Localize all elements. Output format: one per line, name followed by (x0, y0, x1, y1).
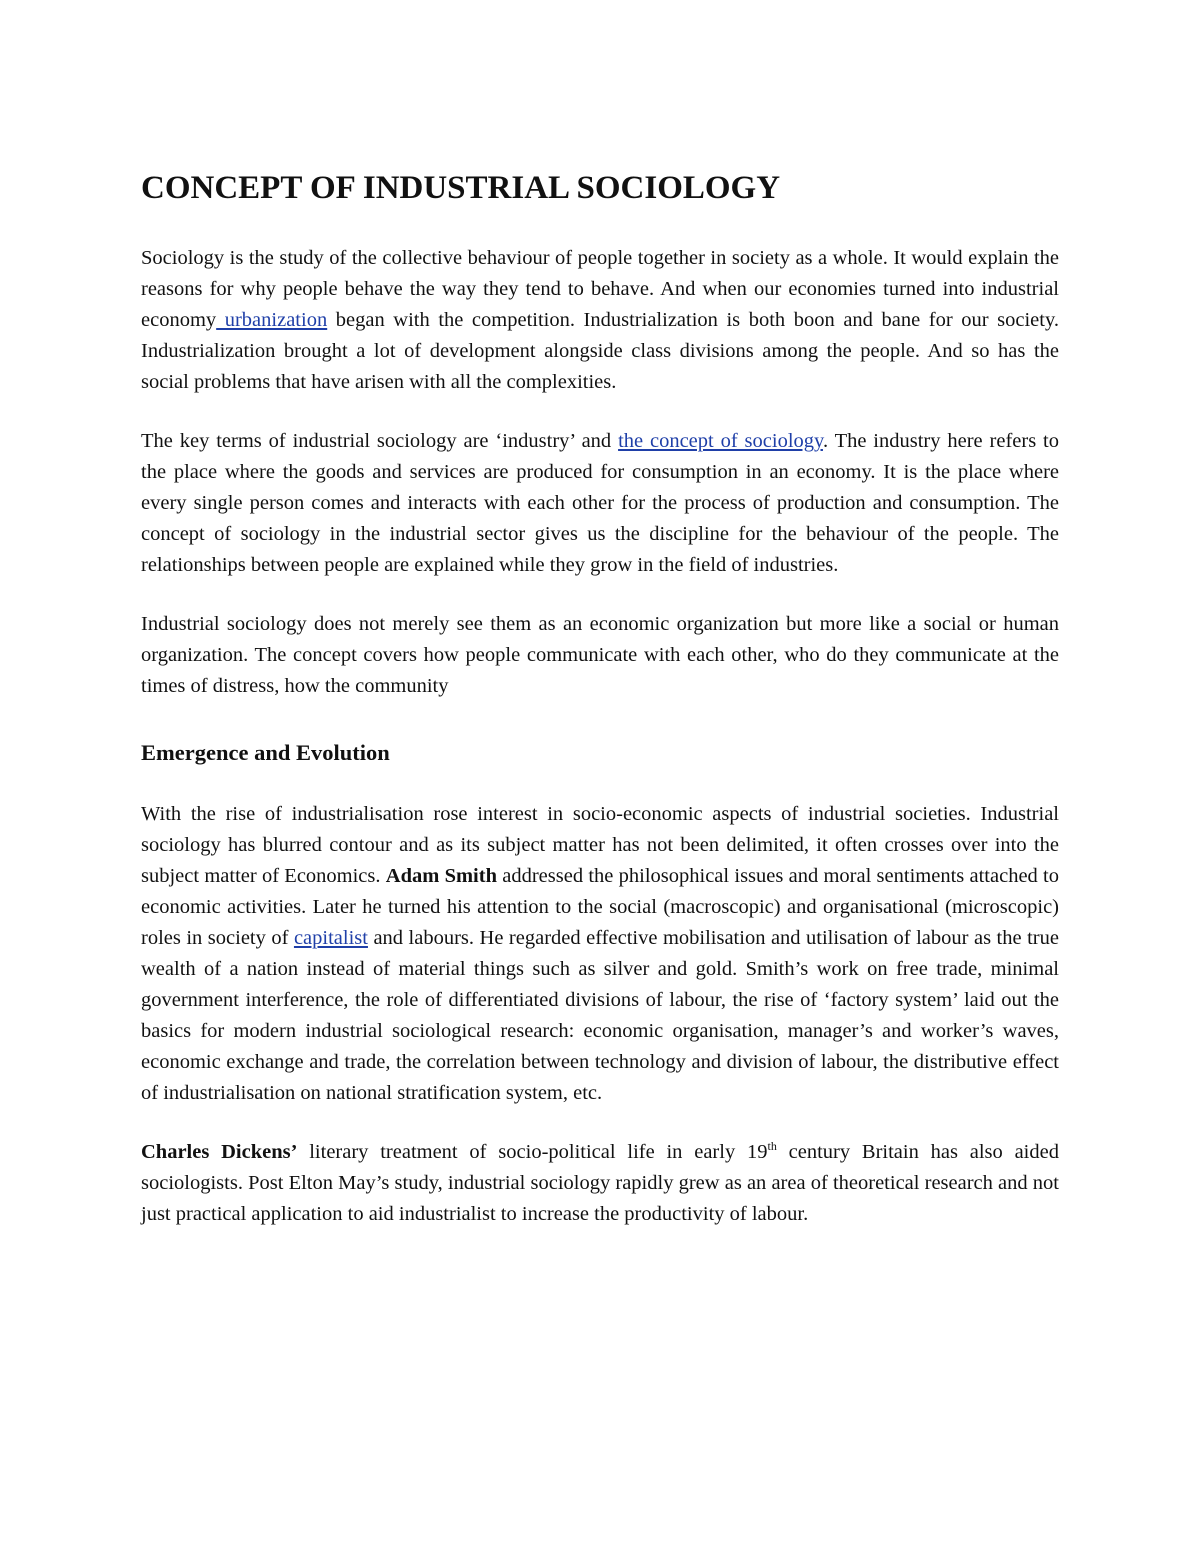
paragraph-adam-smith-text-2: addressed the philosophical issues and moral sentiments attached to economic activities. Later he turned his attention to the social (macroscopic) and organisational (microscopic) roles in society of (141, 865, 1059, 949)
paragraph-adam-smith-text-3: and labours. He regarded effective mobilisation and utilisation of labour as the true wealth of a nation instead of material things such as silver and gold. Smith’s work on free trade, minimal government interference, the role of differentiated divisions of labour, the rise of ‘factory system’ laid out the basics for modern industrial sociological research: economic organisation, manager’s and worker’s waves, economic exchange and trade, the correlation between technology and division of labour, the distributive effect of industrialisation on national stratification system, etc. (141, 927, 1059, 1104)
paragraph-key-terms-text-1: The key terms of industrial sociology are ‘industry’ and (141, 430, 619, 452)
paragraph-intro-text-2: began with the competition. Industrialization is both boon and bane for our society. Industrialization brought a lot of development alongside class divisions among the people. And so has the social problems that have arisen with all the complexities. (141, 309, 1059, 393)
paragraph-charles-dickens-text-2: century Britain has also aided sociologists. Post Elton May’s study, industrial sociology rapidly grew as an area of theoretical research and not just practical application to aid industrialist to increase the productivity of labour. (141, 1141, 1059, 1225)
paragraph-adam-smith-text-1: With the rise of industrialisation rose interest in socio-economic aspects of industrial societies. Industrial sociology has blurred contour and as its subject matter has not been delimited, it often crosses over into the subject matter of Economics. (141, 803, 1059, 887)
adam-smith-name: Adam Smith (385, 865, 497, 887)
capitalist-link[interactable]: capitalist (293, 927, 368, 949)
paragraph-human-organization: Industrial sociology does not merely see them as an economic organization but more like a social or human organization. The concept covers how people communicate with each other, who do they communicate at the times of distress, how the community (141, 613, 1059, 697)
urbanization-link[interactable]: urbanization (216, 309, 328, 331)
paragraph-key-terms-text-2: . The industry here refers to the place where the goods and services are produced for consumption in an economy. It is the place where every single person comes and interacts with each other for the process of production and consumption. The concept of sociology in the industrial sector gives us the discipline for the behaviour of the people. The relationships between people are explained while they grow in the field of industries. (141, 430, 1060, 576)
document-page (141, 168, 1059, 1258)
section-heading-emergence: Emergence and Evolution (141, 740, 390, 765)
paragraph-charles-dickens-text-1: literary treatment of socio-political life in early 19 (297, 1141, 768, 1163)
ordinal-suffix: th (767, 1139, 777, 1154)
concept-of-sociology-link[interactable]: the concept of sociology (618, 430, 823, 452)
charles-dickens-name: Charles Dickens’ (141, 1141, 298, 1163)
paragraph-key-terms (141, 426, 1059, 581)
paragraph-adam-smith (141, 799, 1059, 1109)
paragraph-charles-dickens (141, 1137, 1059, 1230)
document-title: CONCEPT OF INDUSTRIAL SOCIOLOGY (141, 170, 781, 206)
paragraph-intro-text-1: Sociology is the study of the collective behaviour of people together in society as a whole. It would explain the reasons for why people behave the way they tend to behave. And when our economies turned into industrial economy (141, 247, 1059, 331)
paragraph-intro (141, 243, 1059, 398)
